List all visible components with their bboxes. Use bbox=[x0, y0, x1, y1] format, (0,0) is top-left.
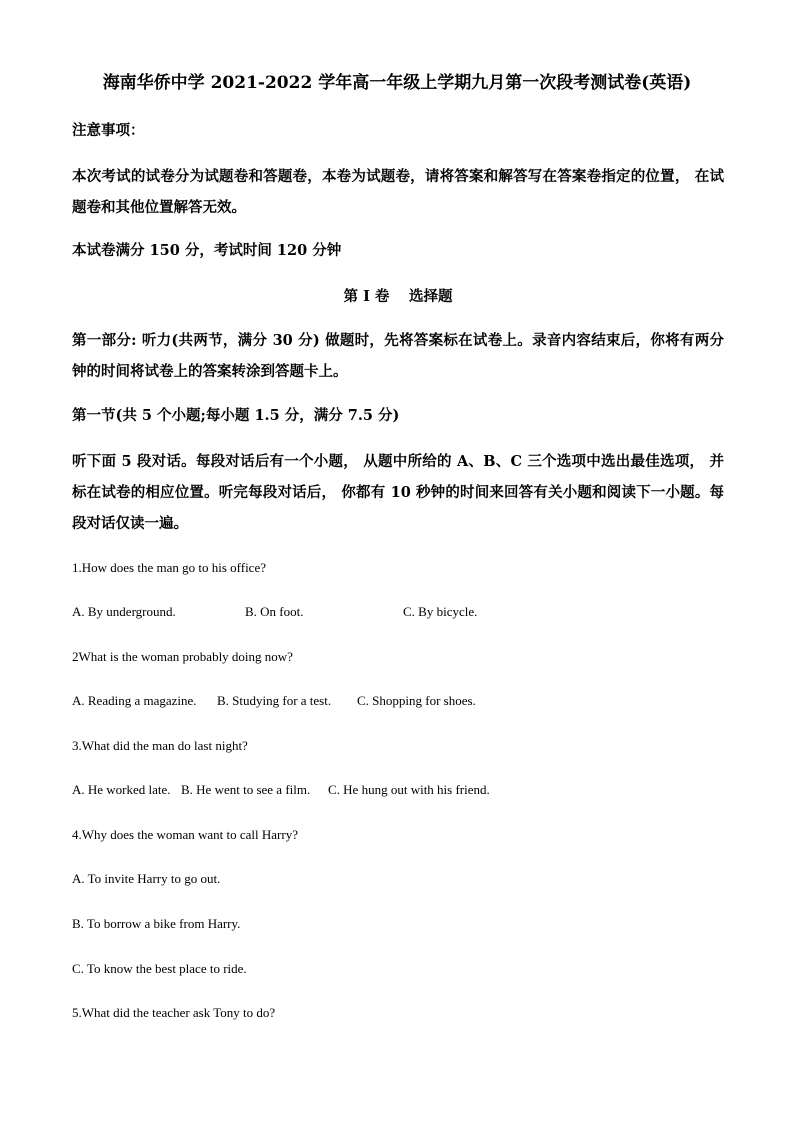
question-3-option-a: A. He worked late. bbox=[72, 782, 171, 797]
question-3-options bbox=[72, 781, 732, 799]
question-2-stem: 2What is the woman probably doing now? bbox=[72, 649, 293, 664]
question-4-option-a: A. To invite Harry to go out. bbox=[72, 871, 221, 886]
notice-line-2: 本试卷满分 150 分，考试时间 120 分钟 bbox=[72, 242, 342, 259]
question-1-stem: 1.How does the man go to his office? bbox=[72, 560, 266, 575]
question-1-option-c: C. By bicycle. bbox=[403, 604, 478, 619]
question-2-option-c: C. Shopping for shoes. bbox=[357, 693, 476, 708]
question-4-option-b: B. To borrow a bike from Harry. bbox=[72, 916, 241, 931]
question-2-option-b: B. Studying for a test. bbox=[217, 693, 332, 708]
volume-title: 第 I 卷 选择题 bbox=[343, 288, 453, 305]
exam-title: 海南华侨中学 2021-2022 学年高一年级上学期九月第一次段考测试卷(英语) bbox=[102, 73, 692, 93]
listening-instructions: 听下面 5 段对话。每段对话后有一个小题， 从题中所给的 A、B、C 三个选项中选出最佳选项， 并标在试卷的相应位置。听完每段对话后， 你都有 10 秒钟的时间来回答有关小题和阅读下一小题。每段对话仅读一遍。 bbox=[72, 453, 724, 532]
question-1-option-a: A. By underground. bbox=[72, 604, 176, 619]
question-3-option-c: C. He hung out with his friend. bbox=[328, 782, 490, 797]
question-3-option-b: B. He went to see a film. bbox=[181, 782, 311, 797]
question-4-stem: 4.Why does the woman want to call Harry? bbox=[72, 827, 298, 842]
question-2-options bbox=[72, 692, 732, 710]
section1-heading: 第一节(共 5 个小题;每小题 1.5 分，满分 7.5 分) bbox=[72, 407, 400, 424]
part1-heading: 第一部分: 听力(共两节，满分 30 分) 做题时，先将答案标在试卷上。录音内容结束后，你将有两分钟的时间将试卷上的答案转涂到答题卡上。 bbox=[72, 332, 724, 380]
question-4-option-c: C. To know the best place to ride. bbox=[72, 961, 247, 976]
question-5-stem: 5.What did the teacher ask Tony to do? bbox=[72, 1005, 276, 1020]
question-1-option-b: B. On foot. bbox=[245, 604, 304, 619]
question-1-options bbox=[72, 603, 732, 621]
question-2-option-a: A. Reading a magazine. bbox=[72, 693, 197, 708]
notice-line-1: 本次考试的试卷分为试题卷和答题卷，本卷为试题卷，请将答案和解答写在答案卷指定的位置， 在试题卷和其他位置解答无效。 bbox=[72, 168, 724, 216]
question-3-stem: 3.What did the man do last night? bbox=[72, 738, 248, 753]
notice-heading: 注意事项： bbox=[72, 122, 145, 139]
